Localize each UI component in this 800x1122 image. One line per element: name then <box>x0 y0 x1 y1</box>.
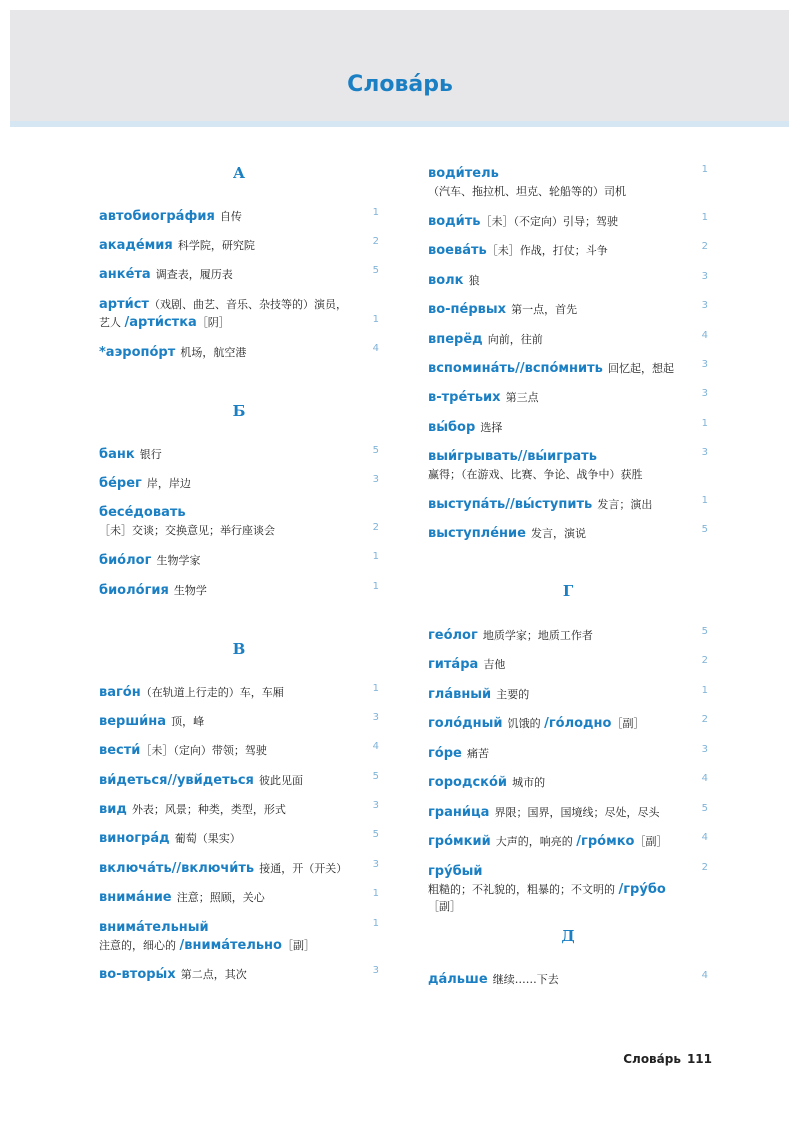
entry-word: автобиогра́фия <box>99 209 215 224</box>
entry-adverb-form: /внима́тельно <box>179 938 282 953</box>
entry-word: гео́лог <box>428 628 478 643</box>
lesson-number: 1 <box>372 888 379 899</box>
dict-entry <box>99 473 379 493</box>
section-letter-a: А <box>232 164 246 182</box>
entry-word: арти́ст <box>99 297 149 312</box>
dict-entry <box>428 240 708 260</box>
lesson-number: 5 <box>701 626 708 637</box>
entry-word: био́лог <box>99 553 152 568</box>
lesson-number: 5 <box>701 524 708 535</box>
entry-translation: 葡萄（果实） <box>174 832 241 845</box>
dict-entry <box>428 684 708 704</box>
lesson-number: 3 <box>372 965 379 976</box>
lesson-number: 3 <box>701 447 708 458</box>
dict-entry <box>99 858 379 878</box>
lesson-number: 5 <box>372 265 379 276</box>
lesson-number: 3 <box>372 800 379 811</box>
entry-word: бесе́довать <box>99 505 186 520</box>
entry-word: воева́ть <box>428 243 487 258</box>
lesson-number: 1 <box>701 495 708 506</box>
entry-word: внима́ние <box>99 890 172 905</box>
entry-translation: 第二点，其次 <box>180 968 247 981</box>
lesson-number: 3 <box>701 359 708 370</box>
dict-entry <box>99 235 379 255</box>
entry-translation: 注意；照顾，关心 <box>176 891 265 904</box>
dict-entry <box>428 211 708 231</box>
entry-translation: 吉他 <box>483 658 506 671</box>
lesson-number: 5 <box>372 829 379 840</box>
entry-word: гла́вный <box>428 687 492 702</box>
entry-grammar-tag: ［副］ <box>611 717 645 730</box>
entry-translation: 大声的，响亮的 <box>495 835 577 848</box>
entry-word: гита́ра <box>428 657 479 672</box>
entry-translation-line2: （汽车、拖拉机、坦克、轮船等的）司机 <box>428 185 626 198</box>
lesson-number: 2 <box>701 241 708 252</box>
entry-translation: 饥饿的 <box>507 717 545 730</box>
entry-translation: 回忆起，想起 <box>608 362 674 375</box>
lesson-number: 4 <box>701 330 708 341</box>
entry-adverb-form: /гру́бо <box>618 882 666 897</box>
entry-word: выступа́ть//вы́ступить <box>428 497 593 512</box>
entry-word: выступле́ние <box>428 526 526 541</box>
entry-translation: 外表；风景；种类，类型，形式 <box>131 803 286 816</box>
entry-word: верши́на <box>99 714 167 729</box>
lesson-number: 3 <box>701 388 708 399</box>
lesson-number: 4 <box>372 741 379 752</box>
dict-entry <box>428 494 708 514</box>
dict-entry <box>99 502 379 539</box>
entry-translation: 调查表，履历表 <box>155 268 233 281</box>
entry-translation: 发言；演出 <box>597 498 653 511</box>
dict-entry <box>428 299 708 319</box>
entry-word: виногра́д <box>99 831 170 846</box>
dict-entry <box>99 964 379 984</box>
dict-entry <box>99 917 379 954</box>
entry-translation: 接通，开（开关） <box>259 862 348 875</box>
lesson-number: 1 <box>372 207 379 218</box>
page-number: 111 <box>686 1052 712 1066</box>
entry-grammar-tag: ［副］ <box>281 939 315 952</box>
dict-entry <box>428 654 708 674</box>
lesson-number: 1 <box>372 918 379 929</box>
page-footer <box>623 1052 712 1066</box>
lesson-number: 1 <box>372 314 379 325</box>
entry-translation: 地质学家；地质工作者 <box>482 629 593 642</box>
entry-translation: （戏剧、曲艺、音乐、杂技等的）演员， <box>148 298 347 311</box>
lesson-number: 2 <box>701 655 708 666</box>
dict-entry <box>99 444 379 464</box>
dict-entry <box>428 969 708 989</box>
dict-entry <box>99 550 379 570</box>
entry-word: городско́й <box>428 775 508 790</box>
entry-word: ви́деться//увй́деться <box>99 773 254 788</box>
lesson-number: 4 <box>372 343 379 354</box>
dict-entry <box>99 887 379 907</box>
section-letter-b: Б <box>232 402 246 420</box>
lesson-number: 3 <box>372 474 379 485</box>
dict-entry <box>428 802 708 822</box>
entry-grammar-tag: ［副］ <box>634 835 668 848</box>
entry-word: гру́бый <box>428 864 483 879</box>
lesson-number: 1 <box>701 685 708 696</box>
page-title: Слова́рь <box>347 72 453 97</box>
lesson-number: 1 <box>372 551 379 562</box>
entry-word: вид <box>99 802 127 817</box>
entry-translation: ［未］作战，打仗；斗争 <box>486 244 608 257</box>
dict-entry <box>428 625 708 645</box>
entry-word: биоло́гия <box>99 583 169 598</box>
dict-entry <box>428 831 708 851</box>
dict-entry <box>99 740 379 760</box>
dict-entry <box>428 417 708 437</box>
entry-translation: 科学院，研究院 <box>177 239 255 252</box>
entry-adverb-form: /гро́мко <box>576 834 635 849</box>
lesson-number: 5 <box>372 771 379 782</box>
entry-feminine-form: /арти́стка <box>124 315 197 330</box>
dict-entry <box>99 580 379 600</box>
entry-word: во-вторы́х <box>99 967 176 982</box>
lesson-number: 1 <box>372 683 379 694</box>
entry-translation: 生物学家 <box>156 554 201 567</box>
entry-translation: 岸，岸边 <box>146 477 191 490</box>
lesson-number: 3 <box>372 859 379 870</box>
lesson-number: 2 <box>372 236 379 247</box>
dict-entry <box>99 828 379 848</box>
dict-entry <box>99 294 379 331</box>
dict-entry <box>428 713 708 733</box>
entry-translation: 自传 <box>219 210 242 223</box>
dict-entry <box>99 682 379 702</box>
entry-word: внима́тельный <box>99 920 209 935</box>
entry-grammar-tag: ［阴］ <box>196 316 230 329</box>
dict-entry <box>428 523 708 543</box>
dict-entry <box>99 206 379 226</box>
lesson-number: 3 <box>701 271 708 282</box>
entry-word: банк <box>99 447 135 462</box>
lesson-number: 2 <box>701 714 708 725</box>
lesson-number: 4 <box>701 832 708 843</box>
dict-entry <box>428 743 708 763</box>
entry-word: вы́бор <box>428 420 476 435</box>
section-letter-v: В <box>232 640 246 658</box>
entry-word: включа́ть//включи́ть <box>99 861 255 876</box>
entry-translation: （在轨道上行走的）车，车厢 <box>140 686 284 699</box>
entry-translation: 向前，往前 <box>487 333 543 346</box>
dict-entry <box>428 163 708 200</box>
dict-entry <box>428 446 708 483</box>
dict-entry <box>428 329 708 349</box>
entry-word: анке́та <box>99 267 151 282</box>
entry-translation: 城市的 <box>512 776 546 789</box>
entry-word: бе́рег <box>99 476 142 491</box>
lesson-number: 3 <box>701 300 708 311</box>
entry-translation: 界限；国界，国境线；尽处，尽头 <box>494 806 660 819</box>
entry-translation: 第三点 <box>505 391 539 404</box>
header-band <box>10 10 789 121</box>
dict-entry <box>99 711 379 731</box>
entry-word: грани́ца <box>428 805 490 820</box>
entry-translation-line2: 注意的，细心的 <box>99 939 180 952</box>
entry-translation-line2: 粗糙的；不礼貌的，粗暴的；不文明的 <box>428 883 619 896</box>
dict-entry <box>428 861 708 915</box>
dict-entry <box>428 772 708 792</box>
entry-word: вспомина́ть//вспо́мнить <box>428 361 603 376</box>
entry-word: в-тре́тьих <box>428 390 501 405</box>
entry-translation: 银行 <box>139 448 162 461</box>
entry-translation: 彼此见面 <box>258 774 303 787</box>
lesson-number: 4 <box>701 970 708 981</box>
entry-word: *аэропо́рт <box>99 345 176 360</box>
entry-adverb-form: /го́лодно <box>544 716 612 731</box>
entry-word: волк <box>428 273 464 288</box>
lesson-number: 5 <box>372 445 379 456</box>
entry-word: во-пе́рвых <box>428 302 507 317</box>
entry-word: выи́грывать//вы́играть <box>428 449 597 464</box>
entry-translation: ［未］（定向）带领；驾驶 <box>140 744 267 757</box>
entry-translation: 狼 <box>468 274 480 287</box>
footer-label: Слова́рь <box>623 1052 681 1066</box>
dict-entry <box>428 358 708 378</box>
entry-translation: 主要的 <box>496 688 530 701</box>
section-letter-g: Г <box>562 582 574 600</box>
dict-entry <box>428 270 708 290</box>
lesson-number: 3 <box>372 712 379 723</box>
dict-entry <box>99 799 379 819</box>
entry-translation-line2: ［未］交谈；交换意见；举行座谈会 <box>99 524 275 537</box>
entry-translation: ［未］（不定向）引导；驾驶 <box>480 215 619 228</box>
entry-translation: 机场，航空港 <box>180 346 247 359</box>
lesson-number: 1 <box>701 212 708 223</box>
entry-word: гро́мкий <box>428 834 491 849</box>
lesson-number: 1 <box>701 418 708 429</box>
lesson-number: 4 <box>701 773 708 784</box>
entry-translation: 发言，演说 <box>531 527 587 540</box>
entry-translation-line2: 赢得；（在游戏、比赛、争论、战争中）获胜 <box>428 468 643 481</box>
entry-word: да́льше <box>428 972 488 987</box>
dict-entry <box>99 770 379 790</box>
dict-entry <box>99 342 379 362</box>
entry-translation: 痛苦 <box>466 747 489 760</box>
entry-word: ваго́н <box>99 685 141 700</box>
entry-word: го́ре <box>428 746 462 761</box>
entry-word: акаде́мия <box>99 238 173 253</box>
entry-word: голо́дный <box>428 716 503 731</box>
entry-word: води́тель <box>428 166 499 181</box>
dict-entry <box>428 387 708 407</box>
entry-word: вести́ <box>99 743 141 758</box>
lesson-number: 2 <box>701 862 708 873</box>
entry-word: вперёд <box>428 332 483 347</box>
dict-entry <box>99 264 379 284</box>
entry-word: води́ть <box>428 214 481 229</box>
section-letter-d: Д <box>561 927 575 945</box>
lesson-number: 1 <box>701 164 708 175</box>
entry-translation: 选择 <box>480 421 503 434</box>
entry-translation: 第一点，首先 <box>511 303 578 316</box>
entry-translation: 顶，峰 <box>171 715 205 728</box>
entry-translation-line2: 艺人 <box>99 316 125 329</box>
lesson-number: 3 <box>701 744 708 755</box>
header-underline <box>10 121 789 127</box>
lesson-number: 1 <box>372 581 379 592</box>
entry-translation: 生物学 <box>173 584 207 597</box>
entry-grammar-tag: ［副］ <box>428 900 461 913</box>
lesson-number: 5 <box>701 803 708 814</box>
lesson-number: 2 <box>372 522 379 533</box>
entry-translation: 继续……下去 <box>492 973 559 986</box>
